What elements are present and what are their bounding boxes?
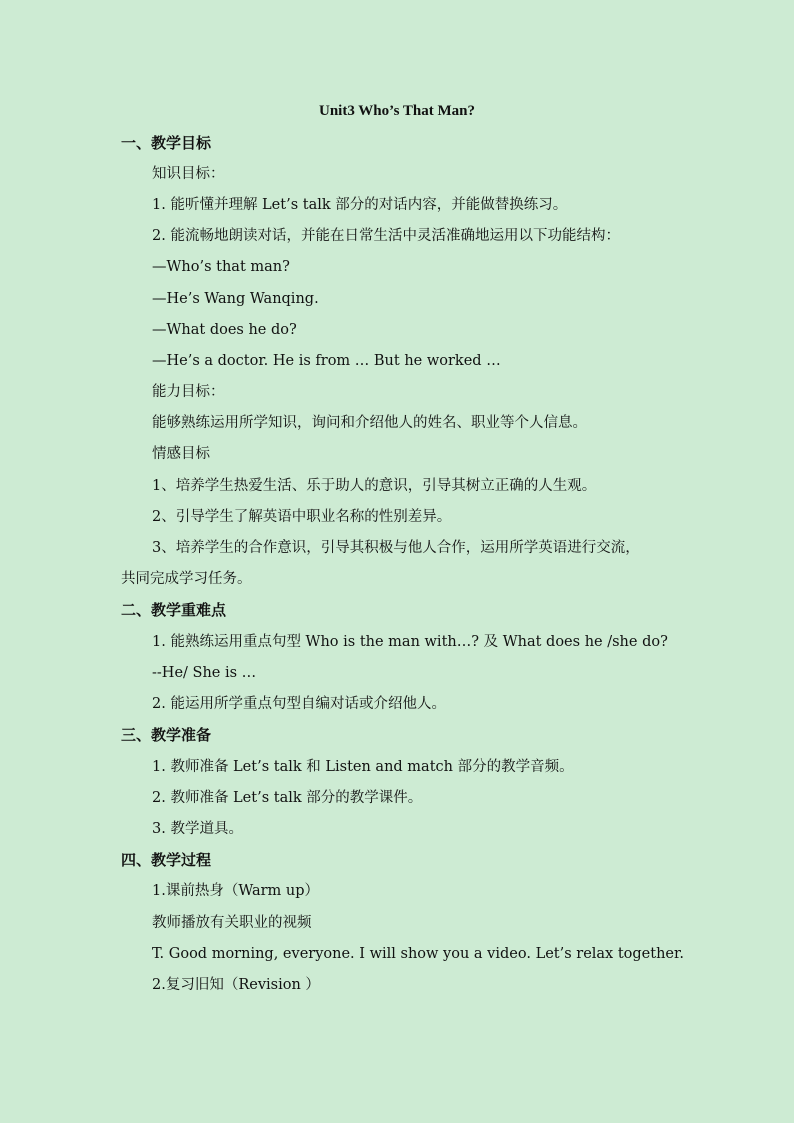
process-item: T. Good morning, everyone. I will show you a video. Let’s relax together. <box>152 946 684 962</box>
dialogue-line: —What does he do? <box>152 322 297 338</box>
preparation-item: 2. 教师准备 Let’s talk 部分的教学课件。 <box>152 790 423 806</box>
dialogue-line: —He’s Wang Wanqing. <box>152 291 319 307</box>
process-item: 1.课前热身（Warm up） <box>152 883 320 899</box>
emotion-goal-label: 情感目标 <box>152 446 210 462</box>
ability-goal-text: 能够熟练运用所学知识，询问和介绍他人的姓名、职业等个人信息。 <box>152 415 587 431</box>
preparation-item: 3. 教学道具。 <box>152 821 243 837</box>
knowledge-goal-label: 知识目标： <box>152 166 225 182</box>
section-heading-key-points: 二、教学重难点 <box>121 601 227 619</box>
key-point-item: 2. 能运用所学重点句型自编对话或介绍他人。 <box>152 696 446 712</box>
section-heading-objectives: 一、教学目标 <box>121 134 212 152</box>
dialogue-line: —He’s a doctor. He is from … But he worked … <box>152 353 501 369</box>
section-heading-preparation: 三、教学准备 <box>121 726 212 744</box>
knowledge-goal-item: 1. 能听懂并理解 Let’s talk 部分的对话内容，并能做替换练习。 <box>152 197 568 213</box>
key-point-item: 1. 能熟练运用重点句型 Who is the man with…? 及 What does he /she do? <box>152 634 668 650</box>
emotion-goal-item: 1、培养学生热爱生活、乐于助人的意识，引导其树立正确的人生观。 <box>152 478 597 494</box>
process-item: 教师播放有关职业的视频 <box>152 915 312 931</box>
emotion-goal-item-continued: 共同完成学习任务。 <box>121 571 252 587</box>
dialogue-line: —Who’s that man? <box>152 259 290 275</box>
emotion-goal-item: 2、引导学生了解英语中职业名称的性别差异。 <box>152 509 452 525</box>
knowledge-goal-item: 2. 能流畅地朗读对话，并能在日常生活中灵活准确地运用以下功能结构： <box>152 228 620 244</box>
preparation-item: 1. 教师准备 Let’s talk 和 Listen and match 部分的教学音频。 <box>152 759 574 775</box>
key-point-item-continued: --He/ She is … <box>152 665 257 681</box>
ability-goal-label: 能力目标： <box>152 384 225 400</box>
section-heading-process: 四、教学过程 <box>121 851 212 869</box>
emotion-goal-item: 3、培养学生的合作意识，引导其积极与他人合作，运用所学英语进行交流， <box>152 540 640 556</box>
document-title: Unit3 Who’s That Man? <box>318 103 475 119</box>
process-item: 2.复习旧知（Revision ） <box>152 977 320 993</box>
